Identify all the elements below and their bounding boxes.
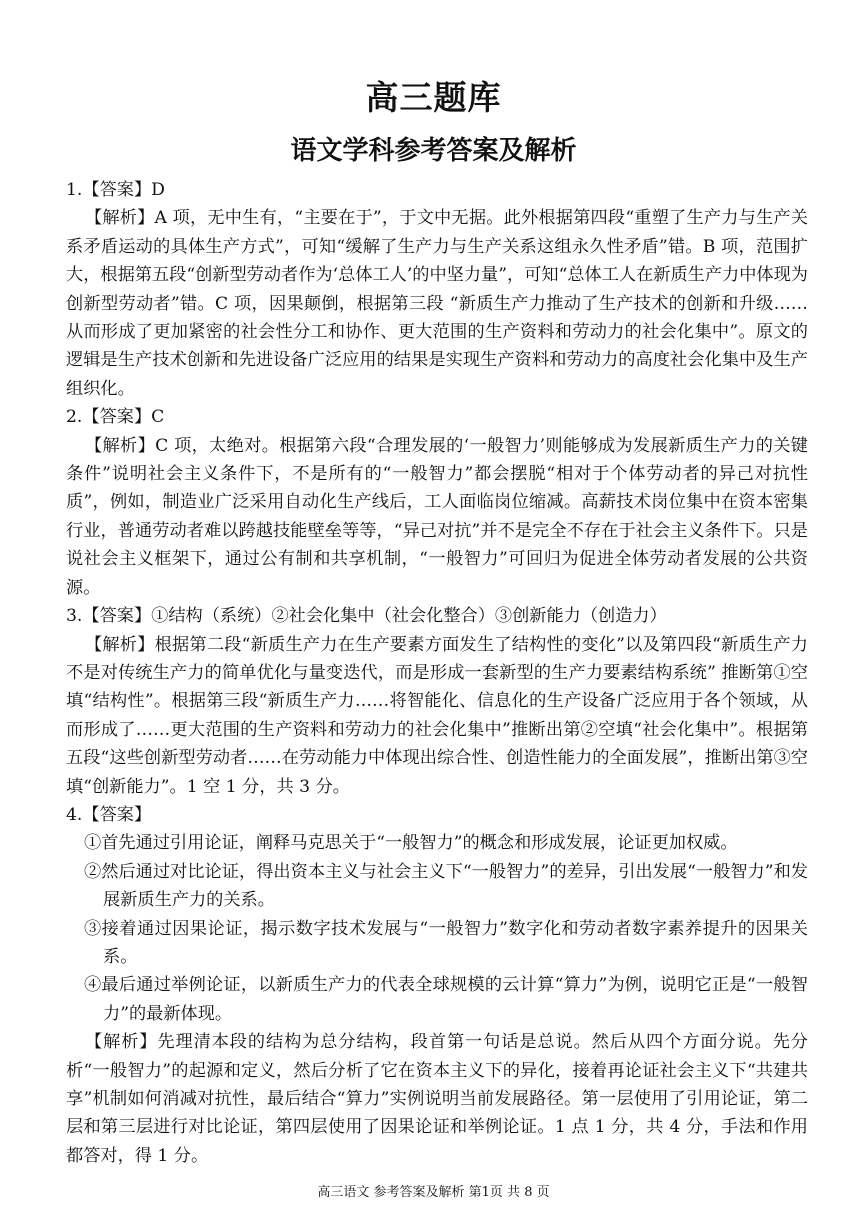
question-4-answer: 4.【答案】 <box>66 804 152 825</box>
question-1-answer: 1.【答案】D <box>66 180 165 200</box>
question-2-analysis: 【解析】C 项，太绝对。根据第六段“合理发展的‘一般智力’则能够成为发展新质生产力的关键条件”说明社会主义条件下，不是所有的“一般智力”都会摆脱“相对于个体劳动者的异己对抗性质”，例如，制造业广泛采用自动化生产线后，工人面临岗位缩减。高薪技术岗位集中在资本密集行业，普通劳动者难以跨越技能壁垒等等，“异己对抗”并不是完全不存在于社会主义条件下。只是说社会主义框架下，通过公有制和共享机制，“一般智力”可回归为促进全体劳动者发展的公共资源。 <box>66 435 808 598</box>
question-2 <box>66 403 808 602</box>
question-4-point-2: ②然后通过对比论证，得出资本主义与社会主义下“一般智力”的差异，引出发展“一般智力”和发展新质生产力的关系。 <box>84 861 808 911</box>
question-4-analysis: 【解析】先理清本段的结构为总分结构，段首第一句话是总说。然后从四个方面分说。先分析“一般智力”的起源和定义，然后分析了它在资本主义下的异化，接着再论证社会主义下“共建共享”机制如何消减对抗性，最后结合“算力”实例说明当前发展路径。第一层使用了引用论证，第二层和第三层进行对比论证，第四层使用了因果论证和举例论证。1 点 1 分，共 4 分，手法和作用都答对，得 1 分。 <box>66 1032 808 1166</box>
question-3-answer: 3.【答案】①结构（系统）②社会化集中（社会化整合）③创新能力（创造力） <box>66 606 667 627</box>
question-3-analysis: 【解析】根据第二段“新质生产力在生产要素方面发生了结构性的变化”以及第四段“新质生产力不是对传统生产力的简单优化与量变迭代，而是形成一套新型的生产力要素结构系统” 推断第①空填“结构性”。根据第三段“新质生产力……将智能化、信息化的生产设备广泛应用于各个领域，从而形成了……更大范围的生产资料和劳动力的社会化集中”推断出第②空填“社会化集中”。根据第五段“这些创新型劳动者……在劳动能力中体现出综合性、创造性能力的全面发展”，推断出第③空填“创新能力”。1 空 1 分，共 3 分。 <box>66 634 808 797</box>
page-footer: 高三语文 参考答案及解析 第1页 共 8 页 <box>317 1185 550 1200</box>
question-4-point-4: ④最后通过举例论证，以新质生产力的代表全球规模的云计算“算力”为例，说明它正是“一般智力”的最新体现。 <box>84 975 808 1024</box>
question-4-point-1: ①首先通过引用论证，阐释马克思关于“一般智力”的概念和形成发展，论证更加权威。 <box>84 833 738 854</box>
question-4-point-3: ③接着通过因果论证，揭示数字技术发展与“一般智力”数字化和劳动者数字素养提升的因果关系。 <box>84 918 808 967</box>
answer-content <box>66 176 808 1170</box>
question-1 <box>66 176 808 403</box>
question-1-analysis: 【解析】A 项，无中生有，“主要在于”，于文中无据。此外根据第四段“重塑了生产力与生产关系矛盾运动的具体生产方式”，可知“缓解了生产力与生产关系这组永久性矛盾”错。B 项，范围扩大，根据第五段“创新型劳动者作为‘总体工人’的中坚力量”，可知“总体工人在新质生产力中体现为创新型劳动者”错。C 项，因果颠倒，根据第三段 “新质生产力推动了生产技术的创新和升级……从而形成了更加紧密的社会性分工和协作、更大范围的生产资料和劳动力的社会化集中”。原文的逻辑是生产技术创新和先进设备广泛应用的结果是实现生产资料和劳动力的高度社会化集中及生产组织化。 <box>66 208 808 399</box>
question-3 <box>66 602 808 801</box>
question-2-answer: 2.【答案】C <box>66 407 165 428</box>
page-title: 高三题库 <box>365 78 502 117</box>
question-4 <box>66 801 808 1170</box>
page-subtitle: 语文学科参考答案及解析 <box>290 136 577 166</box>
